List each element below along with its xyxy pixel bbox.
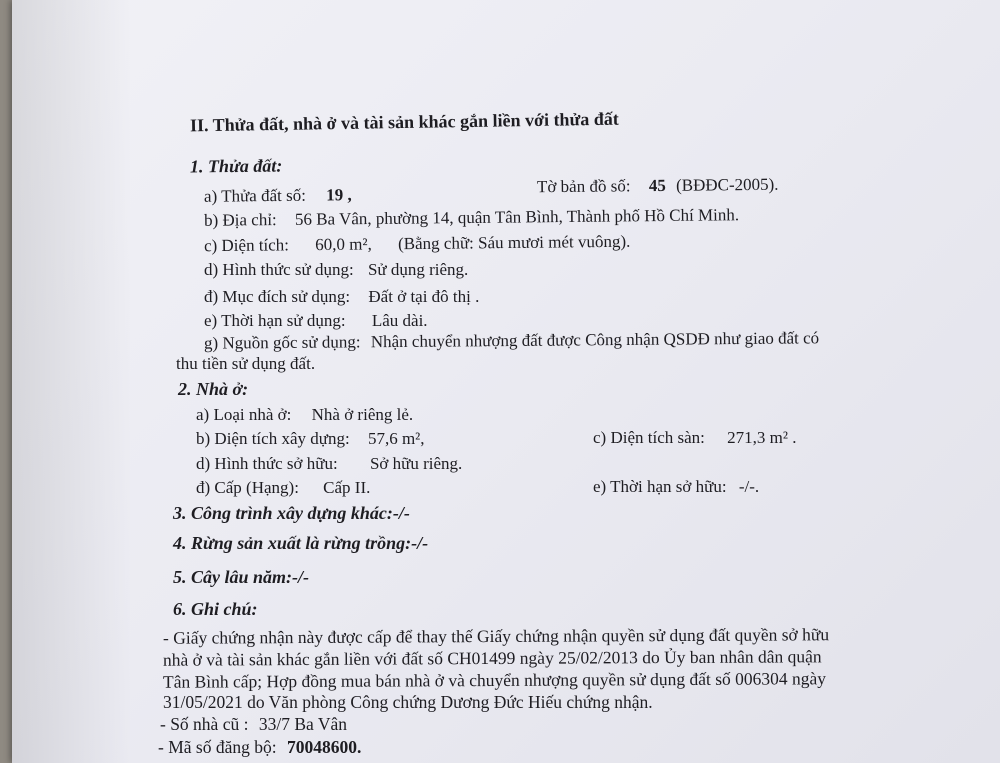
registry-value: 70048600. [286,737,362,757]
ownership-label: d) Hình thức sở hữu: [196,454,338,473]
own-term-value: -/-. [738,477,760,496]
purpose-value: Đất ở tại đô thị . [368,287,480,306]
area-words: (Bằng chữ: Sáu mươi mét vuông). [397,231,631,254]
map-label: Tờ bản đồ số: [536,176,631,197]
purpose-label: đ) Mục đích sử dụng: [204,287,351,306]
address-label: b) Địa chỉ: [203,210,277,230]
floor-area-row [593,428,796,448]
term-row [204,311,428,331]
note-line-1: - Giấy chứng nhận này được cấp để thay thế Giấy chứng nhận quyền sử dụng đất quyền sở hữu [162,624,830,648]
note-line-2: nhà ở và tài sản khác gắn liền với đất số CH01499 ngày 25/02/2013 do Ủy ban nhân dân quận [162,646,822,670]
note-line-3: Tân Bình cấp; Hợp đồng mua bán nhà ở và chuyển nhượng quyền sử dụng đất số 006304 ngày [162,668,827,692]
page-shadow [12,0,132,763]
origin-value-1: Nhận chuyển nhượng đất được Công nhận QSDĐ như giao đất có [370,328,820,352]
built-area-row [196,429,425,449]
house-type-label: a) Loại nhà ở: [196,405,292,424]
perennial-trees: 5. Cây lâu năm:-/- [173,567,310,587]
term-value: Lâu dài. [371,311,428,330]
built-area-label: b) Diện tích xây dựng: [196,429,350,448]
ownership-row [196,454,462,474]
usage-form-value: Sử dụng riêng. [367,260,469,279]
house-type-row [196,405,413,425]
note-line-4: 31/05/2021 do Văn phòng Công chứng Dương Đức Hiếu chứng nhận. [163,692,653,712]
parcel-row [204,185,352,207]
old-number-row [160,714,347,735]
registry-label: - Mã số đăng bộ: [158,737,277,757]
house-type-value: Nhà ở riêng lẻ. [311,405,414,424]
floor-area-label: c) Diện tích sàn: [593,428,705,447]
address-value: 56 Ba Vân, phường 14, quận Tân Bình, Thành phố Hồ Chí Minh. [294,205,740,229]
origin-label: g) Nguồn gốc sử dụng: [203,332,361,353]
parcel-label: a) Thửa đất số: [203,185,306,206]
purpose-row [204,287,479,307]
production-forest: 4. Rừng sản xuất là rừng trồng:-/- [173,533,429,553]
house-heading: 2. Nhà ở: [178,379,249,399]
old-number-label: - Số nhà cũ : [160,714,249,734]
own-term-label: e) Thời hạn sở hữu: [593,477,727,496]
other-construction: 3. Công trình xây dựng khác:-/- [173,503,410,523]
area-label: c) Diện tích: [203,235,290,256]
usage-form-row [204,260,468,280]
own-term-row [593,477,759,497]
parcel-value: 19 , [326,185,352,205]
section-title: II. Thửa đất, nhà ở và tài sản khác gắn liền với thửa đất [189,108,619,136]
map-note: (BĐĐC-2005). [675,174,779,195]
grade-label: đ) Cấp (Hạng): [196,478,299,497]
ownership-value: Sở hữu riêng. [369,454,463,473]
usage-form-label: d) Hình thức sử dụng: [204,260,354,279]
land-heading: 1. Thửa đất: [189,155,283,177]
grade-value: Cấp II. [323,478,371,497]
map-row [537,175,779,198]
map-value: 45 [648,175,666,196]
old-number-value: 33/7 Ba Vân [258,714,347,734]
origin-value-2: thu tiền sử dụng đất. [176,354,316,373]
built-area-value: 57,6 m², [367,429,425,448]
registry-row [158,737,361,758]
notes-heading: 6. Ghi chú: [173,599,258,619]
area-value: 60,0 m², [315,234,372,255]
floor-area-value: 271,3 m² . [727,428,797,447]
term-label: e) Thời hạn sử dụng: [204,311,346,330]
grade-row [196,478,370,498]
